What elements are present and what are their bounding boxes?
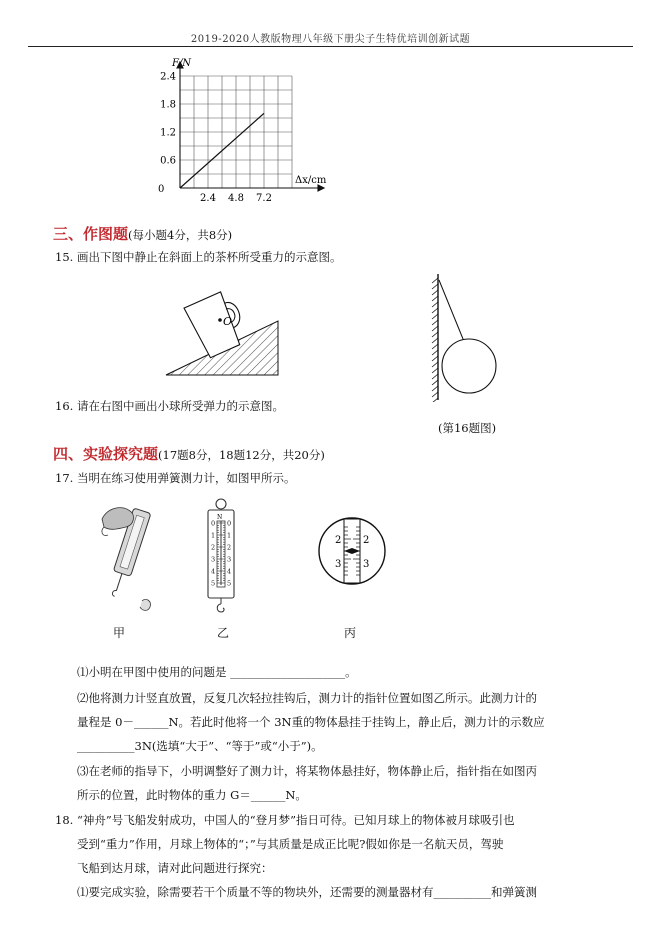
- x-tick-label: 2.4: [200, 193, 216, 204]
- q17-part2-line1: ⑵他将测力计竖直放置，反复几次轻拉挂钩后，测力计的指针位置如图乙所示。此测力计的: [77, 691, 537, 705]
- scale-number-right: 1: [227, 531, 232, 540]
- scale-number-right: 2: [227, 543, 232, 552]
- ball: [442, 339, 496, 393]
- section-3-note: (每小题4分，共8分): [128, 228, 233, 242]
- scale-number-right: 0: [227, 519, 232, 528]
- scale-number-right: 4: [227, 567, 232, 576]
- q17-part1: ⑴小明在甲图中使用的问题是 ____________________。: [77, 665, 357, 679]
- zoom-label-3-right: 3: [363, 559, 370, 570]
- scale-number-right: 3: [227, 555, 232, 564]
- x-axis-label: Δx/cm: [295, 175, 327, 186]
- x-tick-label: 4.8: [228, 193, 244, 204]
- y-tick-label: 0.6: [160, 155, 176, 167]
- figure-16-caption: (第16题图): [438, 421, 497, 435]
- section-4-title: 四、实验探究题: [53, 445, 159, 463]
- q17-part2-line3: __________3N(选填“大于”、“等于”或“小于”)。: [77, 739, 323, 753]
- section-3-title: 三、作图题: [53, 225, 129, 243]
- y-tick-label: 2.4: [160, 71, 176, 83]
- figure-bing-zoomed-scale: [316, 515, 388, 587]
- x-tick-label: 7.2: [256, 193, 272, 204]
- q17-part2-line2: 量程是 0－______N。若此时他将一个 3N重的物体悬挂于挂钩上，静止后，测力计的示数应: [77, 715, 545, 729]
- section-4-note: (17题8分，18题12分，共20分): [158, 448, 325, 462]
- origin-label: 0: [158, 184, 165, 195]
- q17-part3-line2: 所示的位置，此时物体的重力 G＝______N。: [77, 788, 307, 802]
- wall-hatching: [432, 278, 438, 402]
- cup-on-slope-figure: [160, 275, 320, 385]
- figure-jia-spring-scale-in-hand: [90, 497, 170, 617]
- y-tick-label: 1.2: [160, 127, 176, 139]
- figure-label-yi: 乙: [217, 626, 230, 640]
- figure-yi-spring-scale: [196, 497, 246, 617]
- section-3-heading: [53, 223, 232, 244]
- scale-number-left: 1: [211, 531, 216, 540]
- y-axis-label: F/N: [172, 58, 192, 69]
- figure-label-bing: 丙: [344, 626, 357, 640]
- center-point: [218, 318, 222, 322]
- scale-number-left: 4: [211, 567, 216, 576]
- zoom-label-2-right: 2: [363, 535, 370, 546]
- zoom-label-3-left: 3: [335, 559, 342, 570]
- zoom-label-2-left: 2: [335, 535, 342, 546]
- question-16: 16. 请在右图中画出小球所受弹力的示意图。: [55, 399, 284, 413]
- center-label: O: [223, 315, 233, 328]
- scale-number-left: 3: [211, 555, 216, 564]
- q18-line4: ⑴要完成实验，除需要若干个质量不等的物块外，还需要的测量器材有__________和弹簧测: [77, 885, 537, 899]
- page-header: 2019-2020人教版物理八年级下册尖子生特优培训创新试题: [190, 34, 471, 45]
- q18-line3: 飞船到达月球，请对此问题进行探究：: [77, 861, 273, 875]
- graph-grid: [180, 76, 292, 188]
- header-divider: [28, 46, 633, 47]
- q17-part3-line1: ⑶在老师的指导下，小明调整好了测力计，将某物体悬挂好，物体静止后，指针指在如图丙: [77, 764, 537, 778]
- q18-line2: 受到“重力”作用，月球上物体的“；”与其质量是成正比呢?假如你是一名航天员，驾驶: [77, 837, 504, 851]
- figure-label-jia: 甲: [113, 626, 126, 640]
- scale-number-left: 0: [211, 519, 216, 528]
- ball-against-wall-figure: [430, 272, 510, 402]
- scale-unit-label: N: [217, 514, 223, 521]
- question-17: 17. 当明在练习使用弹簧测力计，如图甲所示。: [55, 471, 296, 485]
- scale-number-left: 2: [211, 543, 216, 552]
- force-extension-graph: [150, 55, 350, 205]
- scale-number-right: 5: [227, 579, 232, 588]
- scale-number-left: 5: [211, 579, 216, 588]
- q18-line1: 18. “神舟”号飞船发射成功，中国人的“登月梦”指日可待。已知月球上的物体被月球吸引也: [55, 813, 515, 827]
- question-15: 15. 画出下图中静止在斜面上的茶杯所受重力的示意图。: [55, 250, 342, 264]
- section-4-heading: [53, 443, 325, 464]
- y-tick-label: 1.8: [160, 99, 176, 111]
